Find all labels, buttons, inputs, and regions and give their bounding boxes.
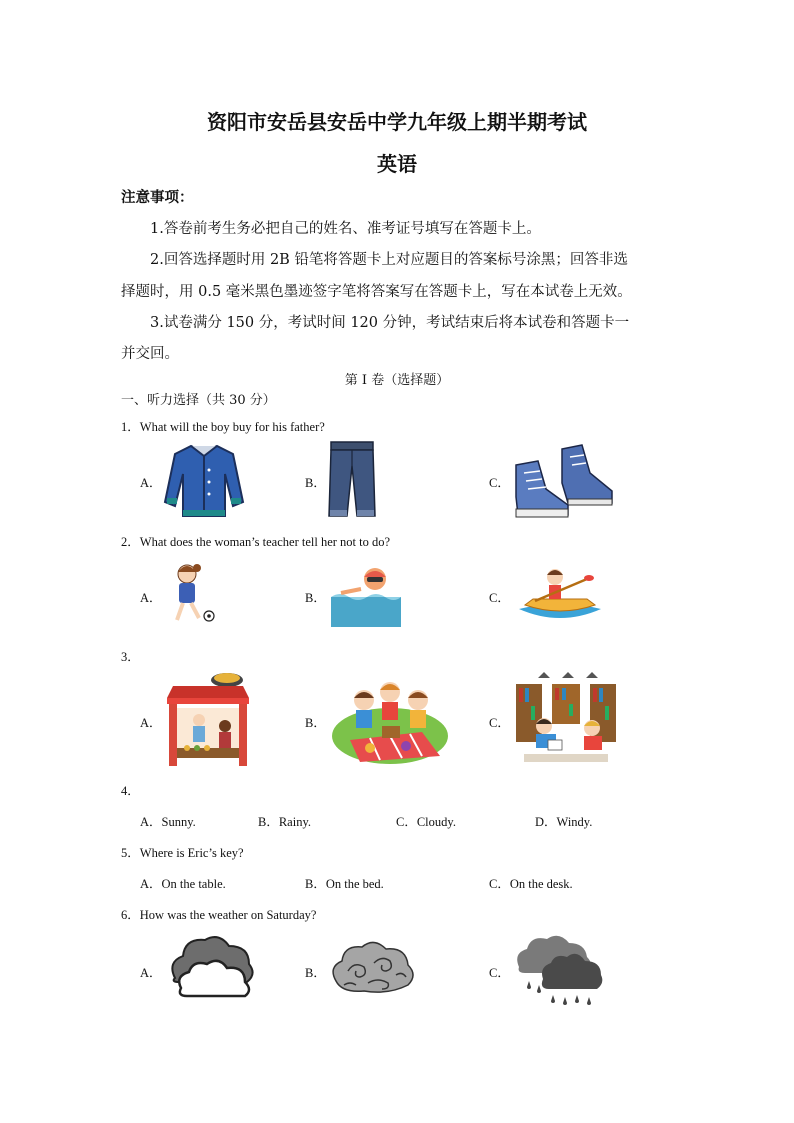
q1-option-b: B．: [305, 476, 326, 490]
question-3: 3．: [121, 650, 140, 664]
part-title: 第 I 卷（选择题）: [344, 373, 450, 388]
jeans-image: [327, 440, 377, 518]
q3-option-b: B．: [305, 716, 326, 730]
q2-option-c: C．: [489, 591, 510, 605]
q3-option-a: A．: [140, 716, 162, 730]
q5-option-b: B．On the bed.: [305, 877, 384, 891]
girl-playing-football-image: [165, 562, 217, 626]
q5-option-c: C．On the desk.: [489, 877, 573, 891]
question-5: 5．Where is Eric’s key?: [121, 846, 244, 860]
q6-option-c: C．: [489, 966, 510, 980]
notice-item-3-line-2: 并交回。: [121, 346, 179, 362]
windy-icon: [328, 933, 418, 1005]
question-2: 2．What does the woman’s teacher tell her not to do?: [121, 535, 391, 549]
q2-option-b: B．: [305, 591, 326, 605]
notice-item-3-line-1: 3.试卷满分 150 分，考试时间 120 分钟，考试结束后将本试卷和答题卡一: [150, 315, 630, 331]
q1-option-a: A．: [140, 476, 162, 490]
q4-option-c: C．Cloudy.: [396, 815, 456, 829]
q6-option-b: B．: [305, 966, 326, 980]
q2-option-a: A．: [140, 591, 162, 605]
q4-option-a: A．Sunny.: [140, 815, 196, 829]
q4-option-b: B．Rainy.: [258, 815, 312, 829]
q3-option-c: C．: [489, 716, 510, 730]
exam-title: 资阳市安岳县安岳中学九年级上期半期考试: [207, 110, 587, 134]
q5-option-a: A．On the table.: [140, 877, 226, 891]
picnic-image: [330, 670, 450, 764]
canoeing-image: [515, 563, 605, 627]
q1-option-c: C．: [489, 476, 510, 490]
notice-item-2-line-1: 2.回答选择题时用 2B 铅笔将答题卡上对应题目的答案标号涂黑；回答非选: [150, 252, 628, 268]
question-4: 4．: [121, 784, 140, 798]
question-6: 6．How was the weather on Saturday?: [121, 908, 317, 922]
subject-title: 英语: [377, 152, 417, 176]
market-stall-image: [165, 668, 251, 770]
question-1: 1．What will the boy buy for his father?: [121, 420, 325, 434]
sneakers-image: [512, 443, 616, 519]
cloudy-icon: [165, 932, 257, 1004]
q4-option-d: D．Windy.: [535, 815, 593, 829]
swimming-image: [331, 563, 401, 627]
section-title: 一、听力选择（共 30 分）: [121, 393, 276, 408]
rainy-icon: [513, 933, 605, 1007]
notice-item-1: 1.答卷前考生务必把自己的姓名、准考证号填写在答题卡上。: [150, 221, 541, 237]
notice-item-2-line-2: 择题时，用 0.5 毫米黑色墨迹签字笔将答案写在答题卡上，写在本试卷上无效。: [121, 284, 632, 300]
notice-heading: 注意事项：: [121, 189, 194, 206]
library-reading-image: [514, 670, 618, 766]
jacket-image: [163, 440, 245, 520]
q6-option-a: A．: [140, 966, 162, 980]
